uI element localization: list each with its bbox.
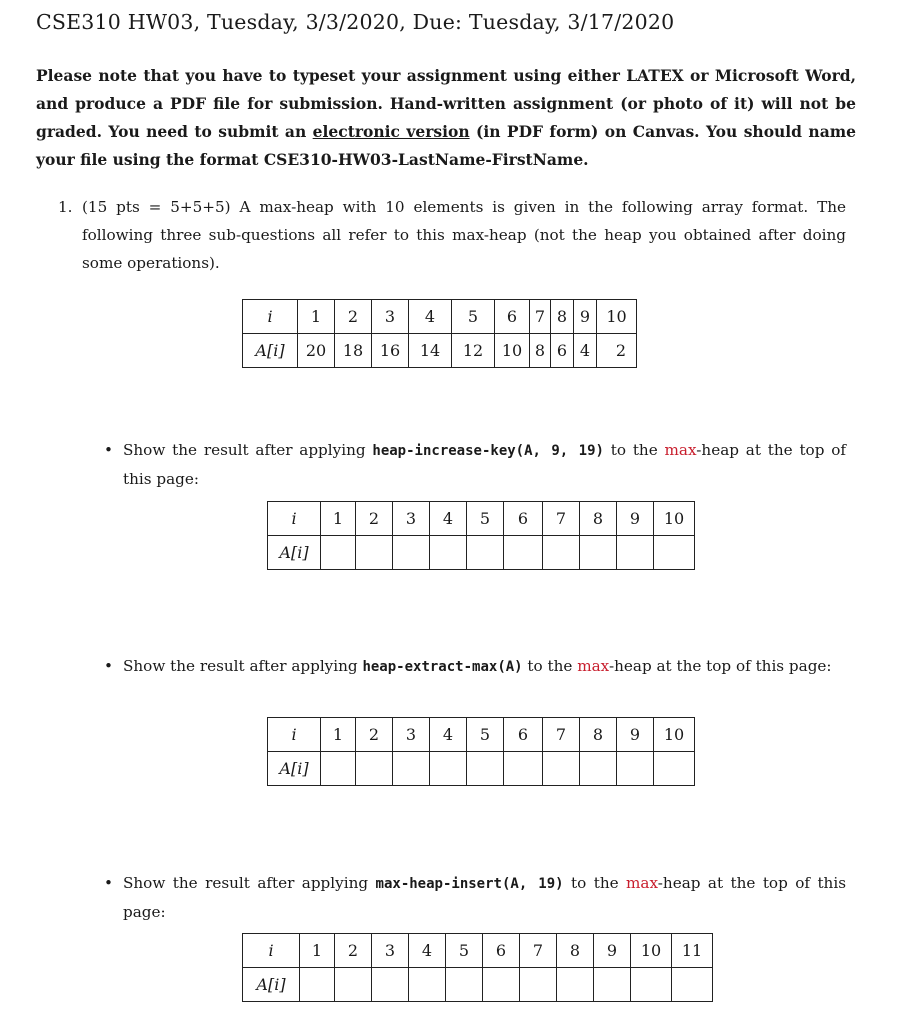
sub-question-2: [104, 652, 846, 681]
sub-question-2-text: Show the result after applying heap-extract-max(A) to the max-heap at the top of this page:: [123, 657, 832, 675]
sub-question-1-text: Show the result after applying heap-increase-key(A, 9, 19) to the max-heap at the top of this page:: [123, 441, 847, 488]
answer-cell[interactable]: [430, 536, 467, 570]
answer-cell[interactable]: [300, 968, 335, 1002]
code-heap-extract-max: heap-extract-max(A): [362, 659, 523, 675]
value-row: [243, 334, 637, 368]
index-cell: 9: [574, 300, 597, 334]
answer-cell[interactable]: [356, 536, 393, 570]
question-number: 1.: [58, 198, 73, 216]
answer-cell[interactable]: [335, 968, 372, 1002]
page-title: CSE310 HW03, Tuesday, 3/3/2020, Due: Tuesday, 3/17/2020: [36, 10, 675, 34]
index-cell: 1: [321, 502, 356, 536]
answer-cell[interactable]: [372, 968, 409, 1002]
value-cell: 16: [372, 334, 409, 368]
index-cell: 10: [631, 934, 672, 968]
index-cell: 2: [356, 502, 393, 536]
answer-cell[interactable]: [520, 968, 557, 1002]
answer-cell[interactable]: [543, 536, 580, 570]
index-cell: 11: [672, 934, 713, 968]
index-cell: 9: [594, 934, 631, 968]
index-cell: 5: [452, 300, 495, 334]
index-row-label: i: [243, 934, 300, 968]
electronic-version-text: electronic version: [312, 122, 470, 141]
index-cell: 10: [654, 718, 695, 752]
value-cell: 6: [551, 334, 574, 368]
index-cell: 4: [430, 502, 467, 536]
value-cell: 2: [597, 334, 637, 368]
answer-cell[interactable]: [430, 752, 467, 786]
answer-cell[interactable]: [543, 752, 580, 786]
index-cell: 10: [654, 502, 695, 536]
index-cell: 9: [617, 718, 654, 752]
answer-cell[interactable]: [617, 536, 654, 570]
index-cell: 6: [504, 502, 543, 536]
answer-cell[interactable]: [654, 536, 695, 570]
index-cell: 5: [467, 502, 504, 536]
index-cell: 5: [467, 718, 504, 752]
value-cell: 10: [495, 334, 530, 368]
answer-table-2: [267, 717, 695, 786]
max-highlight: max: [664, 441, 697, 459]
submission-note: [36, 62, 856, 174]
answer-cell[interactable]: [409, 968, 446, 1002]
index-cell: 2: [335, 934, 372, 968]
index-row: [243, 934, 713, 968]
index-row-label: i: [268, 718, 321, 752]
index-row: [243, 300, 637, 334]
max-highlight: max: [577, 657, 609, 675]
index-cell: 1: [321, 718, 356, 752]
bullet-1: •: [104, 441, 113, 459]
index-row: [268, 718, 695, 752]
answer-cell[interactable]: [467, 752, 504, 786]
answer-cell[interactable]: [580, 752, 617, 786]
index-row-label: i: [243, 300, 298, 334]
index-cell: 9: [617, 502, 654, 536]
index-cell: 7: [530, 300, 551, 334]
answer-table-3: [242, 933, 713, 1002]
index-cell: 3: [372, 300, 409, 334]
answer-row: [268, 752, 695, 786]
answer-cell[interactable]: [321, 752, 356, 786]
answer-cell[interactable]: [446, 968, 483, 1002]
answer-cell[interactable]: [631, 968, 672, 1002]
answer-cell[interactable]: [672, 968, 713, 1002]
index-cell: 7: [543, 502, 580, 536]
sub-question-1: [104, 436, 846, 493]
index-cell: 1: [298, 300, 335, 334]
answer-cell[interactable]: [654, 752, 695, 786]
index-cell: 8: [557, 934, 594, 968]
index-cell: 4: [430, 718, 467, 752]
answer-table-1: [267, 501, 695, 570]
value-cell: 18: [335, 334, 372, 368]
sub-question-3-text: Show the result after applying max-heap-insert(A, 19) to the max-heap at the top of this page:: [123, 874, 846, 921]
bullet-3: •: [104, 874, 113, 892]
answer-cell[interactable]: [393, 536, 430, 570]
question-text: (15 pts = 5+5+5) A max-heap with 10 elements is given in the following array format. The following three sub-questions all refer to this max-heap (not the heap you obtained after doing some operations).: [82, 198, 846, 272]
answer-cell[interactable]: [393, 752, 430, 786]
index-cell: 8: [580, 718, 617, 752]
answer-cell[interactable]: [483, 968, 520, 1002]
index-cell: 5: [446, 934, 483, 968]
index-row: [268, 502, 695, 536]
index-cell: 1: [300, 934, 335, 968]
note-text-2: (in PDF form) on Canvas. You should name your file using the format CSE310-HW03-LastName-FirstName.: [36, 122, 857, 169]
index-cell: 6: [483, 934, 520, 968]
index-cell: 4: [409, 300, 452, 334]
index-cell: 7: [543, 718, 580, 752]
answer-cell[interactable]: [467, 536, 504, 570]
value-cell: 20: [298, 334, 335, 368]
index-cell: 4: [409, 934, 446, 968]
answer-cell[interactable]: [557, 968, 594, 1002]
answer-cell[interactable]: [504, 752, 543, 786]
value-cell: 14: [409, 334, 452, 368]
max-highlight: max: [626, 874, 658, 892]
answer-cell[interactable]: [356, 752, 393, 786]
answer-cell[interactable]: [580, 536, 617, 570]
code-heap-increase-key: heap-increase-key(A, 9, 19): [372, 443, 604, 459]
index-cell: 10: [597, 300, 637, 334]
note-text-1: Please note that you have to typeset your assignment using either LATEX or Microsoft Word, and produce a PDF file for submission. Hand-written assignment (or photo of it) will not be graded. You need to submit an: [36, 66, 856, 141]
value-row-label: A[i]: [268, 536, 321, 570]
index-cell: 3: [393, 502, 430, 536]
index-cell: 2: [356, 718, 393, 752]
bullet-2: •: [104, 657, 113, 675]
index-cell: 8: [580, 502, 617, 536]
index-cell: 3: [393, 718, 430, 752]
answer-cell[interactable]: [504, 536, 543, 570]
code-max-heap-insert: max-heap-insert(A, 19): [375, 876, 564, 892]
index-cell: 8: [551, 300, 574, 334]
index-cell: 7: [520, 934, 557, 968]
value-cell: 4: [574, 334, 597, 368]
heap-array-table: [242, 299, 637, 368]
value-row-label: A[i]: [243, 968, 300, 1002]
value-cell: 8: [530, 334, 551, 368]
answer-cell[interactable]: [321, 536, 356, 570]
index-cell: 2: [335, 300, 372, 334]
value-row-label: A[i]: [268, 752, 321, 786]
index-cell: 3: [372, 934, 409, 968]
answer-row: [268, 536, 695, 570]
answer-row: [243, 968, 713, 1002]
answer-cell[interactable]: [594, 968, 631, 1002]
index-cell: 6: [495, 300, 530, 334]
answer-cell[interactable]: [617, 752, 654, 786]
index-row-label: i: [268, 502, 321, 536]
sub-question-3: [104, 869, 846, 926]
question-1: [58, 193, 846, 277]
value-row-label: A[i]: [243, 334, 298, 368]
value-cell: 12: [452, 334, 495, 368]
index-cell: 6: [504, 718, 543, 752]
